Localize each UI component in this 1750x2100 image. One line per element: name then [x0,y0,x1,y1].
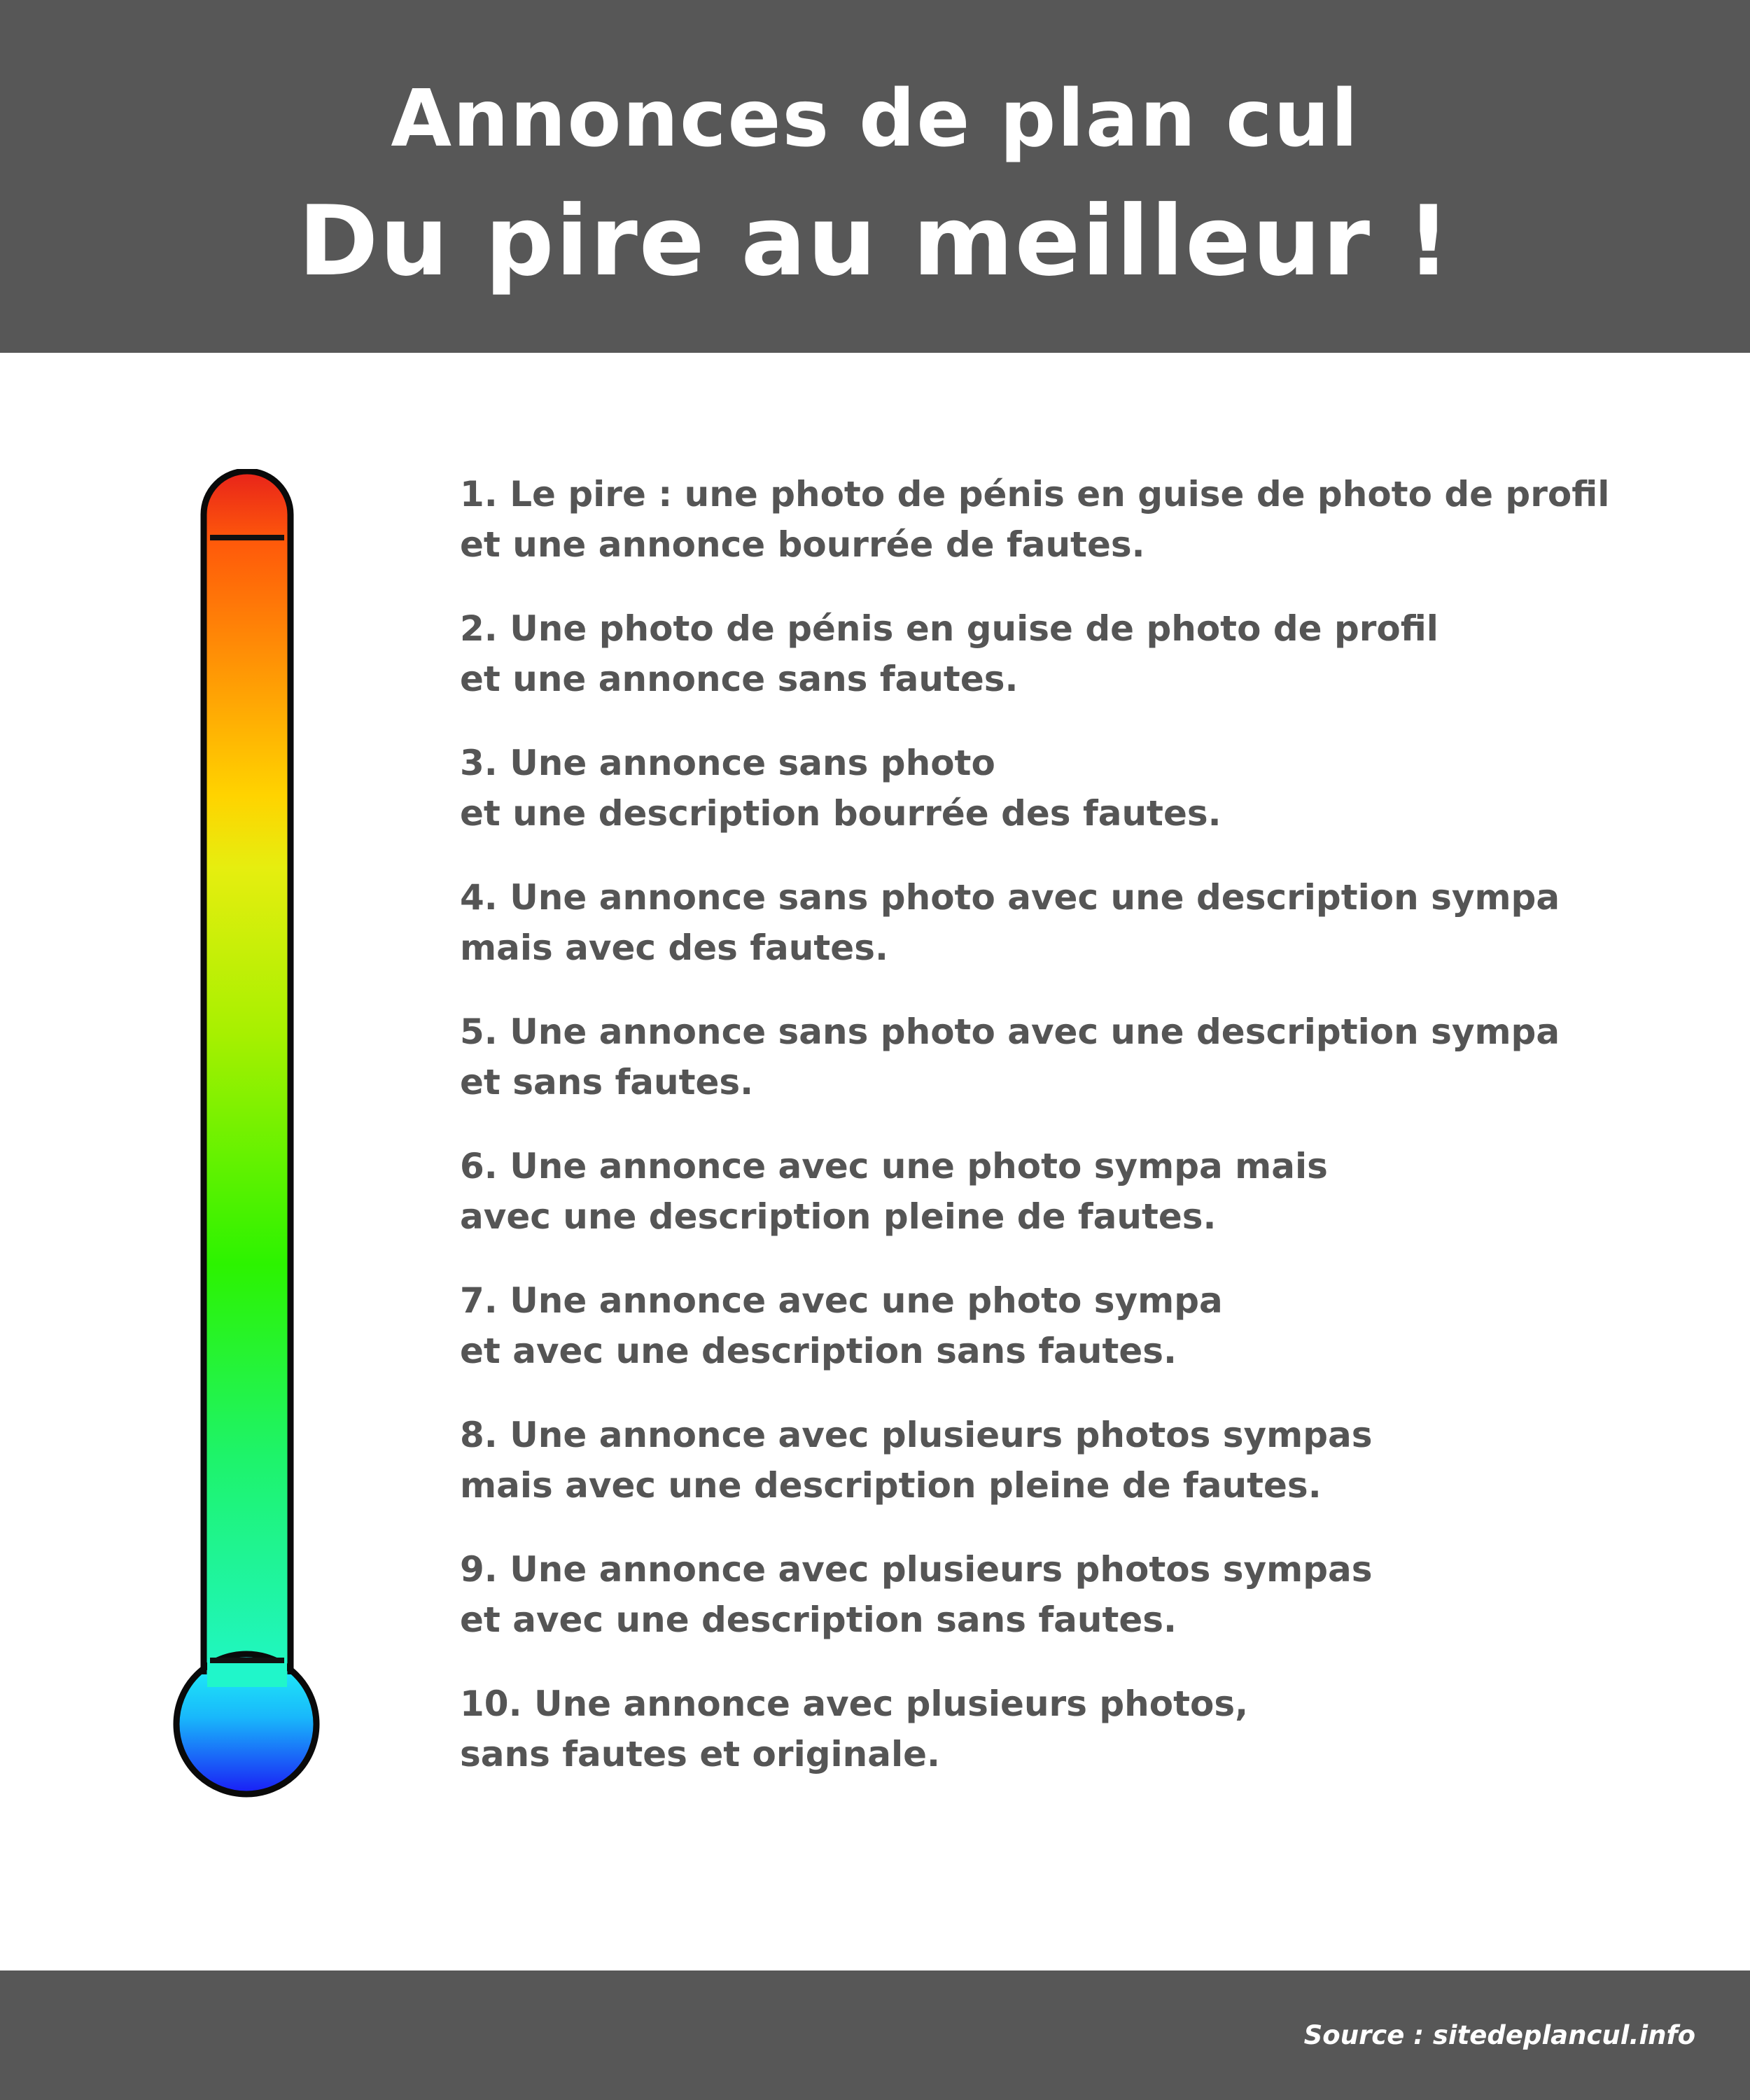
footer-banner [0,1970,1750,2100]
list-item: 5. Une annonce sans photo avec une description sympa et sans fautes. [460,1011,1560,1102]
thermometer-icon [168,469,329,1806]
ranking-list [460,469,1692,1813]
list-item: 3. Une annonce sans photo et une description bourrée des fautes. [460,743,1222,834]
thermometer-tube [204,471,290,1673]
source-credit: Source : sitedeplancul.info [1303,2020,1695,2050]
list-item: 9. Une annonce avec plusieurs photos sympas et avec une description sans fautes. [460,1549,1373,1640]
list-item: 4. Une annonce sans photo avec une description sympa mais avec des fautes. [460,877,1560,968]
list-item: 6. Une annonce avec une photo sympa mais avec une description pleine de fautes. [460,1146,1328,1237]
list-item: 1. Le pire : une photo de pénis en guise de photo de profil et une annonce bourrée de fautes. [460,474,1610,565]
list-item: 8. Une annonce avec plusieurs photos sympas mais avec une description pleine de fautes. [460,1415,1373,1506]
thermometer-scale [168,469,329,1806]
header-banner [0,0,1750,353]
list-item: 7. Une annonce avec une photo sympa et avec une description sans fautes. [460,1280,1223,1371]
list-item: 10. Une annonce avec plusieurs photos, sans fautes et originale. [460,1684,1249,1774]
page-title: Annonces de plan cul [391,74,1359,164]
list-item: 2. Une photo de pénis en guise de photo de profil et une annonce sans fautes. [460,608,1438,699]
page-subtitle: Du pire au meilleur ! [298,185,1452,298]
